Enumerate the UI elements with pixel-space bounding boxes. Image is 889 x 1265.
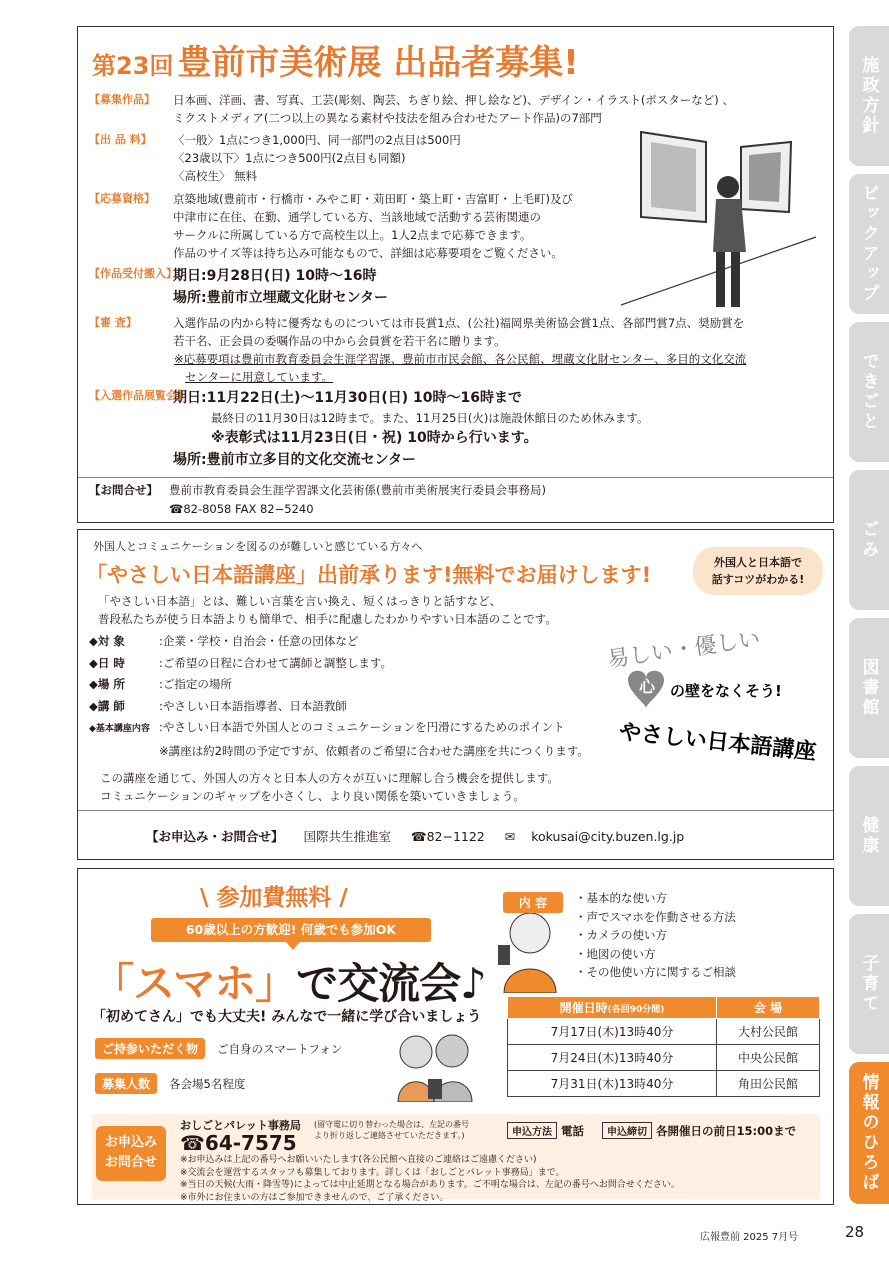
schedule-table: 開催日時(各回90分間) 会 場 7月17日(木)13時40分 大村公民館 7月24日(木)13時40分 中央公民館 7月31日(木)13時40分 角田公民館 xyxy=(507,996,820,1097)
svg-text:やさしい日本語講座: やさしい日本語講座 xyxy=(617,719,818,766)
list-item: ◆対 象 :企業・学校・自治会・任意の団体など xyxy=(89,634,359,648)
svg-text:の壁をなくそう!: の壁をなくそう! xyxy=(670,682,782,700)
svg-text:心: 心 xyxy=(639,677,656,696)
exhibition-contact: 【お問合せ】 豊前市教育委員会生涯学習課文化芸術係(豊前市美術展実行委員会事務局) ☎82-8058 FAX 82−5240 xyxy=(89,483,546,516)
list-item: ◆場 所 :ご指定の場所 xyxy=(89,677,232,691)
email-link[interactable]: kokusai@city.buzen.lg.jp xyxy=(531,829,685,844)
contents-list: 内 容 ・基本的な使い方 ・声でスマホを作動させる方法 ・カメラの使い方 ・地図の使い方 ・その他使い方に関するご相談 xyxy=(503,889,736,982)
tab-events[interactable]: できごと xyxy=(849,322,889,462)
page-number: 28 xyxy=(845,1223,865,1241)
list-item: ◆基本講座内容 :やさしい日本語で外国人とのコミュニケーションを円滑にするためのポイント xyxy=(89,720,565,734)
row-eligibility: 【応募資格】 京築地域(豊前市・行橋市・みやこ町・苅田町・築上町・吉富町・上毛町)及び 中津市に在住、在勤、通学している方、当該地域で活動する芸術関連の サークルに所属している方で高校生以上。1人2点まで応募できます。 作品のサイズ等は持ち込み可能なもので、詳細は応募要項をご覧ください。 xyxy=(89,192,573,260)
speech-bubble: 外国人と日本語で 話すコツがわかる! xyxy=(693,547,823,595)
age-ribbon: 60歳以上の方歓迎! 何歳でも参加OK xyxy=(151,918,431,942)
phone-number: ☎64-7575 xyxy=(180,1131,297,1155)
table-row: 7月31日(木)13時40分 角田公民館 xyxy=(508,1071,820,1097)
smartphone-title: 「スマホ」で交流会♪ xyxy=(92,959,486,1008)
tab-pickup[interactable]: ピックアップ xyxy=(849,174,889,314)
divider xyxy=(78,477,833,478)
table-row: 7月17日(木)13時40分 大村公民館 xyxy=(508,1019,820,1045)
list-item: ◆日 時 :ご希望の日程に合わせて講師と調整します。 xyxy=(89,655,392,670)
publication-footer: 広報豊前 2025 7月号 xyxy=(700,1232,799,1243)
exhibition-section xyxy=(77,26,834,523)
japanese-section: 外国人とコミュニケーションを図るのが難しいと感じている方々へ 「やさしい日本語講座」出前承ります!無料でお届けします! 外国人と日本語で 話すコツがわかる! 「やさしい日本語」とは、難しい言葉を言い換え、短くはっきりと話すなど、 普段私たちが使う日本語よりも簡単で、相手に配慮したわかりやすい日本語のことです。 ◆対 象 :企業・学校・自治会・任意の団体など ◆日 時 :ご希望の日程に合わせて講師と調整します。 ◆場 所 :ご指定の場所 ◆講 師 :やさしい日本語指導者、日本語教師 ◆基本講座内容 :やさしい日本語で外国人とのコミュニケーションを円滑にするためのポイント ※講座は約2時間の予定ですが、依頼者のご希望に合わせた講座を共につくります。 この講座を通じて、外国人の方々と日本人の方々が互いに理解し合う機会を提供します。 コミュニケーションのギャップを小さくし、より良い関係を築いていきましょう。 易しい・優しい 心 の壁をなくそう! やさしい日本語講座 【お申込み・お問合せ】 国際共生推進室 ☎82−1122 ✉ kokusai@city.buzen.lg.jp xyxy=(77,529,834,860)
yasashii-logo xyxy=(598,620,818,770)
bring-info: ご持参いただく物 ご自身のスマートフォン xyxy=(95,1038,342,1059)
japanese-contact: 【お申込み・お問合せ】 国際共生推進室 ☎82−1122 ✉ kokusai@city.buzen.lg.jp xyxy=(146,829,685,844)
table-row: 7月24日(木)13時40分 中央公民館 xyxy=(508,1045,820,1071)
tab-health[interactable]: 健康 xyxy=(849,766,889,906)
smartphone-contact: お申込み お問合せ おしごとパレット事務局 ☎64-7575 (留守電に切り替わった場合は、左記の番号 より折り返しご連絡させていただきます。) 申込方法 電話 申込締切 各開催日の前日15:00まで ※お申込みは上記の番号へお願いいたします(各公民館へ直接のご連絡はご遠慮ください) ※交流会を運営するスタッフも募集しております。詳しくは「おしごとパレット事務局」まで。 ※当日の天候(大雨・降雪等)によっては中止延期となる場合があります。ご不明な場合は、左記の番号へお問合せください。 ※市外にお住まいの方はご参加できませんので、ご了承ください。 xyxy=(92,1114,820,1199)
smartphone-section: \ 参加費無料 / 60歳以上の方歓迎! 何歳でも参加OK 「スマホ」で交流会♪ 「初めてさん」でも大丈夫! みんなで一緒に学び合いましょう ご持参いただく物 ご自身のスマートフォン 募集人数 各会場5名程度 内 容 ・基本的な使い方 ・声でスマホを作動させる方法 ・カメラの使い方 ・地図の使い方 ・その他使い方に関するご相談 開催日時(各回90分間) 会 場 7月17日(木)13時40分 大村公民館 7月24日(木)13時40分 中央公民館 7月31日(木)13時40分 角田公民館 お申込み お問合せ おしごとパレット事務局 ☎64-7575 (留守電に切り替わった場合は、左記の番号 より折り返しご連絡させていただきます。) 申込方法 電話 申込締切 各開催日の前日15:00まで ※お申込みは上記の番号へお願いいたします(各公民館へ直接のご連絡はご遠慮ください) ※交流会を運営するスタッフも募集しております。詳しくは「おしごとパレット事務局」まで。 ※当日の天候(大雨・降雪等)によっては中止延期となる場合があります。ご不明な場合は、左記の番号へお問合せください。 ※市外にお住まいの方はご参加できませんので、ご了承ください。 xyxy=(77,868,834,1205)
recruit-info: 募集人数 各会場5名程度 xyxy=(95,1073,245,1094)
japanese-details: ◆対 象 :企業・学校・自治会・任意の団体など ◆日 時 :ご希望の日程に合わせて講師と調整します。 ◆場 所 :ご指定の場所 ◆講 師 :やさしい日本語指導者、日本語教師 ◆基本講座内容 :やさしい日本語で外国人とのコミュニケーションを円滑にするためのポイント ※講座は約2時間の予定ですが、依頼者のご希望に合わせた講座を共につくります。 xyxy=(89,631,589,762)
japanese-closing: この講座を通じて、外国人の方々と日本人の方々が互いに理解し合う機会を提供します。 コミュニケーションのギャップを小さくし、より良い関係を築いていきましょう。 xyxy=(100,771,559,803)
japanese-description: 「やさしい日本語」とは、難しい言葉を言い換え、短くはっきりと話すなど、 普段私たちが使う日本語よりも簡単で、相手に配慮したわかりやすい日本語のことです。 xyxy=(98,594,557,626)
exhibition-title: 第23回 豊前市美術展 出品者募集! xyxy=(92,43,579,83)
row-exhibit: 【入選作品展覧会】 期日:11月22日(土)～11月30日(日) 10時～16時まで 最終日の11月30日は12時まで。また、11月25日(火)は施設休館日のため休みます。 ※表彰式は11月23日(日・祝) 10時から行います。 場所:豊前市立多目的文化交流センター xyxy=(89,389,649,468)
tab-childcare[interactable]: 子育て xyxy=(849,914,889,1054)
row-fee: 【出 品 料】 〈一般〉1点につき1,000円、同一部門の2点目は500円 〈23歳以下〉1点につき500円(2点目も同額) 〈高校生〉 無料 xyxy=(89,133,461,183)
list-item: ◆講 師 :やさしい日本語指導者、日本語教師 xyxy=(89,698,347,713)
elderly-couple-illustration xyxy=(386,1027,486,1102)
japanese-title: 「やさしい日本語講座」出前承ります!無料でお届けします! xyxy=(86,563,652,587)
tab-policy[interactable]: 施政方針 xyxy=(849,26,889,166)
row-works: 【募集作品】 日本画、洋画、書、写真、工芸(彫刻、陶芸、ちぎり絵、押し絵など)、デザイン・イラスト(ポスターなど) 、 ミクストメディア(二つ以上の異なる素材や技法を組み合わせたアート作品)の7部門 xyxy=(89,93,734,125)
gallery-illustration xyxy=(611,127,821,317)
svg-text:易しい・優しい: 易しい・優しい xyxy=(605,626,762,673)
tab-library[interactable]: 図書館 xyxy=(849,618,889,758)
row-receive: 【作品受付搬入】 期日:9月28日(日) 10時～16時 場所:豊前市立埋蔵文化財センター xyxy=(89,267,389,306)
row-judge: 【審 査】 入選作品の内から特に優秀なものについては市長賞1点、(公社)福岡県美術協会賞1点、各部門賞7点、奨励賞を 若干名、正会員の委嘱作品の中から会員賞を若干名に贈ります。 ※応募要項は豊前市教育委員会生涯学習課、豊前市市民会館、各公民館、埋蔵文化財センター、多目的文化交流 センターに用意しています。 xyxy=(89,316,747,384)
tab-info-plaza[interactable]: 情報のひろば xyxy=(849,1062,889,1204)
tab-garbage[interactable]: ごみ xyxy=(849,470,889,610)
divider xyxy=(78,810,833,811)
mail-icon: ✉ xyxy=(504,829,516,844)
